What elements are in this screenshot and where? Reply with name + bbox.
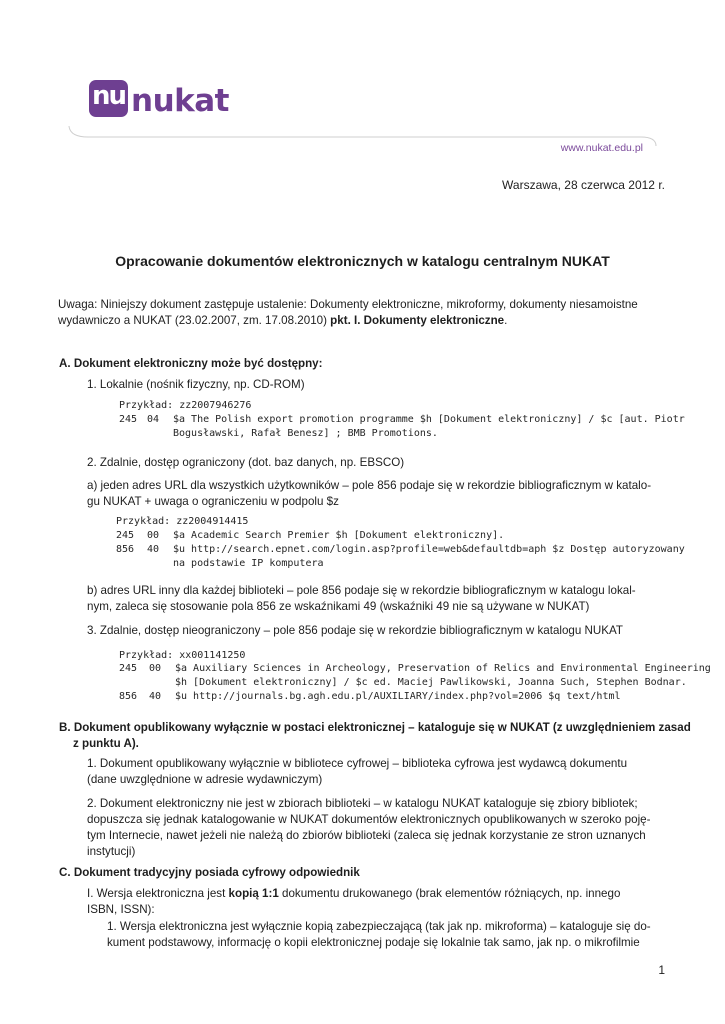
note-text: wydawniczo a NUKAT (23.02.2007, zm. 17.08.2010) — [58, 314, 331, 327]
section-c-item-i-bold: kopią 1:1 — [228, 887, 279, 900]
section-b-item-2-line-1: 2. Dokument elektroniczny nie jest w zbiorach biblioteki – w katalogu NUKAT kataloguje się zbiory bibliotek; — [87, 797, 638, 810]
section-b-item-2-line-2: dopuszcza się jednak katalogowanie w NUKAT dokumentów elektronicznych opublikowanych w szeroko poję- — [87, 813, 651, 826]
example-2-field-1: $a Academic Search Premier $h [Dokument elektroniczny]. — [173, 530, 505, 541]
example-3-field-1: $a Auxiliary Sciences in Archeology, Preservation of Relics and Environmental Engineering — [175, 663, 711, 674]
example-3-tag-2: 856 — [119, 691, 138, 702]
example-2-tag-2: 856 — [116, 544, 135, 555]
example-2-field-2-cont: na podstawie IP komputera — [173, 558, 324, 569]
section-c-heading: C. Dokument tradycyjny posiada cyfrowy odpowiednik — [59, 866, 360, 879]
example-1-label: Przykład: zz2007946276 — [119, 400, 252, 411]
section-a-item-2a-line-1: a) jeden adres URL dla wszystkich użytkowników – pole 856 podaje się w rekordzie bibliograficznym w katalo- — [87, 479, 652, 492]
example-3-field-2: $u http://journals.bg.agh.edu.pl/AUXILIARY/index.php?vol=2006 $q text/html — [175, 691, 621, 702]
section-a-item-2b-line-1: b) adres URL inny dla każdej biblioteki – pole 856 podaje się w rekordzie bibliograficznym w katalogu lokal- — [87, 584, 636, 597]
section-b-heading-line-2: z punktu A). — [73, 737, 139, 750]
example-3-tag-1: 245 — [119, 663, 138, 674]
page-number: 1 — [658, 963, 665, 977]
example-3-field-1-cont: $h [Dokument elektroniczny] / $c ed. Maciej Pawlikowski, Joanna Such, Stephen Bodnar. — [175, 677, 687, 688]
section-c-item-i-line-2: ISBN, ISSN): — [87, 903, 155, 916]
document-title: Opracowanie dokumentów elektronicznych w katalogu centralnym NUKAT — [115, 253, 610, 269]
section-b-heading-line-1: B. Dokument opublikowany wyłącznie w postaci elektronicznej – kataloguje się w NUKAT (z uwzględnieniem zasad — [59, 721, 691, 734]
logo-mark: nu — [89, 80, 128, 117]
example-3-ind-2: 40 — [149, 691, 162, 702]
section-a-item-1: 1. Lokalnie (nośnik fizyczny, np. CD-ROM) — [87, 378, 305, 391]
section-b-item-1-line-1: 1. Dokument opublikowany wyłącznie w bibliotece cyfrowej – biblioteka cyfrowa jest wydawcą dokumentu — [87, 757, 628, 770]
section-b-item-2-line-4: instytucji) — [87, 845, 136, 858]
note-line-2 — [58, 313, 507, 329]
section-c-item-i-line-1 — [87, 886, 620, 902]
website-link[interactable]: www.nukat.edu.pl — [560, 142, 643, 154]
example-3-ind-1: 00 — [149, 663, 162, 674]
example-1-tag: 245 — [119, 414, 138, 425]
example-2-field-2: $u http://search.epnet.com/login.asp?profile=web&defaultdb=aph $z Dostęp autoryzowany — [173, 544, 685, 555]
example-1-field-cont: Bogusławski, Rafał Benesz] ; BMB Promotions. — [173, 428, 438, 439]
section-b-item-1-line-2: (dane uwzględnione w adresie wydawniczym) — [87, 773, 323, 786]
example-2-ind-2: 40 — [147, 544, 160, 555]
section-a-heading: A. Dokument elektroniczny może być dostępny: — [59, 357, 323, 370]
example-2-label: Przykład: zz2004914415 — [116, 516, 249, 527]
note-period: . — [504, 314, 508, 327]
example-1-field: $a The Polish export promotion programme $h [Dokument elektroniczny] / $c [aut. Piotr — [173, 414, 685, 425]
section-c-item-i-text-2: dokumentu drukowanego (brak elementów różniących, np. innego — [278, 887, 621, 900]
section-c-item-i1-line-1: 1. Wersja elektroniczna jest wyłącznie kopią zabezpieczającą (tak jak np. mikroforma) – kataloguje się do- — [107, 920, 651, 933]
date-line: Warszawa, 28 czerwca 2012 r. — [502, 178, 665, 192]
example-1-ind: 04 — [147, 414, 160, 425]
section-b-item-2-line-3: tym Internecie, nawet jeżeli nie należą do zbiorów biblioteki (zaleca się jednak korzystanie ze stron uznanych — [87, 829, 646, 842]
example-2-ind-1: 00 — [147, 530, 160, 541]
note-bold-reference: pkt. I. Dokumenty elektroniczne — [330, 314, 505, 327]
example-3-label: Przykład: xx001141250 — [119, 650, 246, 661]
section-c-item-i1-line-2: kument podstawowy, informację o kopii elektronicznej podaje się lokalnie tak samo, jak np. o mikrofilmie — [107, 936, 640, 949]
section-c-item-i-text: I. Wersja elektroniczna jest — [87, 887, 229, 900]
note-line-1: Uwaga: Niniejszy dokument zastępuje ustalenie: Dokumenty elektroniczne, mikroformy, dokumenty niesamoistne — [58, 298, 638, 311]
section-a-item-2: 2. Zdalnie, dostęp ograniczony (dot. baz danych, np. EBSCO) — [87, 456, 405, 469]
logo-wordmark: nukat — [131, 83, 229, 119]
section-a-item-2b-line-2: nym, zaleca się stosowanie pola 856 ze wskaźnikami 49 (wskaźniki 49 nie są używane w NUKAT) — [87, 600, 590, 613]
section-a-item-2a-line-2: gu NUKAT + uwaga o ograniczeniu w podpolu $z — [87, 495, 339, 508]
example-2-tag-1: 245 — [116, 530, 135, 541]
section-a-item-3: 3. Zdalnie, dostęp nieograniczony – pole 856 podaje się w rekordzie bibliograficznym w katalogu NUKAT — [87, 624, 623, 637]
